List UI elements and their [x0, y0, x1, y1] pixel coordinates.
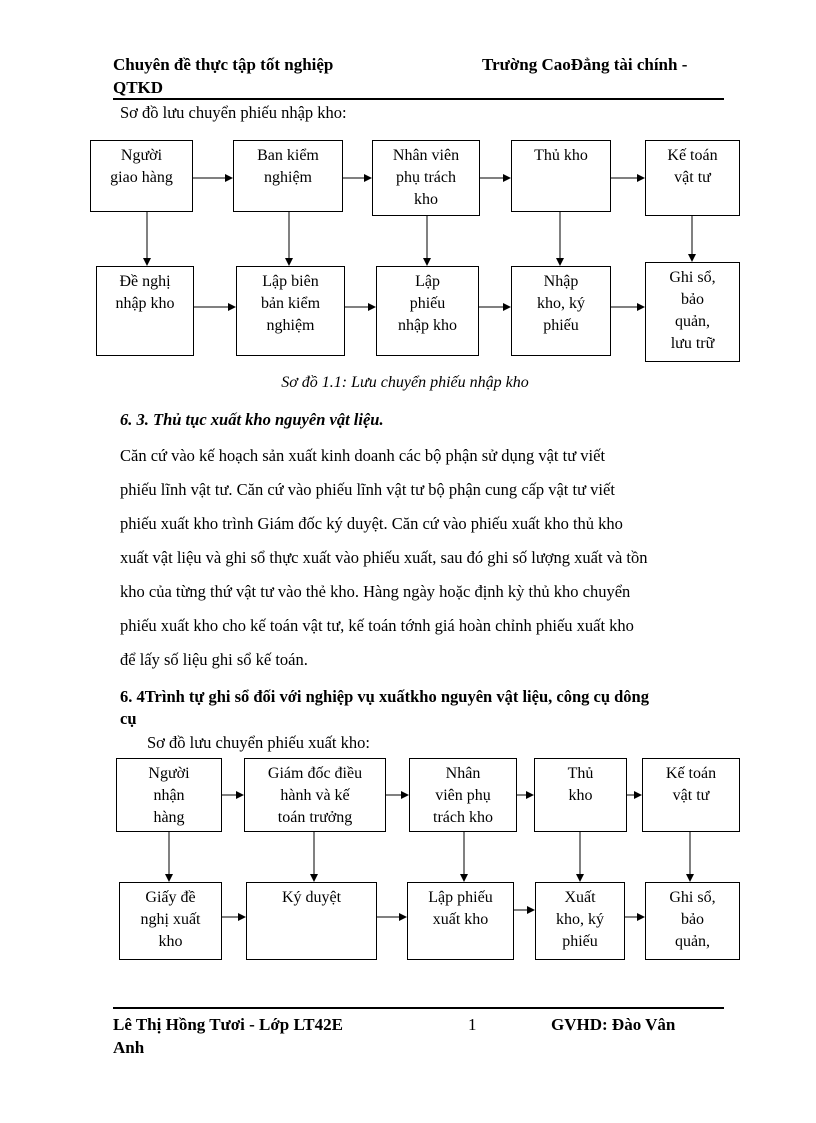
- d2-box-ghi-so: Ghi sổ, bảo quản,: [645, 882, 740, 960]
- d2-box-lap-phieu: Lập phiếu xuất kho: [407, 882, 514, 960]
- d1-box-lap-phieu: Lập phiếu nhập kho: [376, 266, 479, 356]
- d1-box-nhap-kho: Nhập kho, ký phiếu: [511, 266, 611, 356]
- footer-line2: Anh: [113, 1038, 145, 1057]
- diagram1-intro: Sơ đồ lưu chuyển phiếu nhập kho:: [120, 103, 347, 122]
- diagram1-caption: Sơ đồ 1.1: Lưu chuyển phiếu nhập kho: [281, 374, 529, 391]
- diagram2-intro: Sơ đồ lưu chuyển phiếu xuất kho:: [147, 733, 370, 752]
- footer-right: GVHD: Đào Vân: [551, 1015, 676, 1034]
- d2-box-giam-doc: Giám đốc điều hành và kế toán trưởng: [244, 758, 386, 832]
- d2-box-nguoi-nhan-hang: Người nhận hàng: [116, 758, 222, 832]
- d2-box-giay-de-nghi: Giấy đề nghị xuất kho: [119, 882, 222, 960]
- d2-box-ke-toan: Kế toán vật tư: [642, 758, 740, 832]
- d1-box-lap-bien-ban: Lập biên bản kiểm nghiệm: [236, 266, 345, 356]
- para-line: phiếu xuất kho cho kế toán vật tư, kế toán tớnh giá hoàn chỉnh phiếu xuất kho: [120, 616, 634, 635]
- d2-box-nhan-vien: Nhân viên phụ trách kho: [409, 758, 517, 832]
- para-line: xuất vật liệu và ghi sổ thực xuất vào phiếu xuất, sau đó ghi số lượng xuất và tồn: [120, 548, 648, 567]
- d1-box-de-nghi: Đề nghị nhập kho: [96, 266, 194, 356]
- d1-box-nguoi-giao-hang: Người giao hàng: [90, 140, 193, 212]
- para-line: kho của từng thứ vật tư vào thẻ kho. Hàng ngày hoặc định kỳ thủ kho chuyển: [120, 582, 631, 601]
- para-line: phiếu lĩnh vật tư. Căn cứ vào phiếu lĩnh vật tư bộ phận cung cấp vật tư viết: [120, 480, 615, 499]
- d2-box-thu-kho: Thủ kho: [534, 758, 627, 832]
- d2-box-ky-duyet: Ký duyệt: [246, 882, 377, 960]
- section-6-4-title-line2: cụ: [120, 709, 137, 728]
- d1-box-ke-toan: Kế toán vật tư: [645, 140, 740, 216]
- header-right: Trường CaoĐẳng tài chính -: [482, 55, 688, 74]
- d1-box-ghi-so: Ghi sổ, bảo quản, lưu trữ: [645, 262, 740, 362]
- para-line: Căn cứ vào kế hoạch sản xuất kinh doanh các bộ phận sử dụng vật tư viết: [120, 446, 606, 465]
- header-line2: QTKD: [113, 78, 164, 97]
- para-line: phiếu xuất kho trình Giám đốc ký duyệt. Căn cứ vào phiếu xuất kho thủ kho: [120, 514, 623, 533]
- footer-rule: [113, 1007, 724, 1009]
- d1-box-nhan-vien: Nhân viên phụ trách kho: [372, 140, 480, 216]
- d1-box-thu-kho: Thủ kho: [511, 140, 611, 212]
- section-6-3-title: 6. 3. Thủ tục xuất kho nguyên vật liệu.: [120, 410, 384, 429]
- d1-box-ban-kiem-nghiem: Ban kiểm nghiệm: [233, 140, 343, 212]
- header-left: Chuyên đề thực tập tốt nghiệp: [113, 55, 334, 74]
- footer-left: Lê Thị Hồng Tươi - Lớp LT42E: [113, 1015, 343, 1034]
- d2-box-xuat-kho: Xuất kho, ký phiếu: [535, 882, 625, 960]
- para-line: để lấy số liệu ghi sổ kế toán.: [120, 650, 308, 669]
- section-6-4-title-line1: 6. 4Trình tự ghi sổ đối với nghiệp vụ xuấtkho nguyên vật liệu, công cụ dông: [120, 687, 649, 706]
- page-number: 1: [468, 1015, 477, 1034]
